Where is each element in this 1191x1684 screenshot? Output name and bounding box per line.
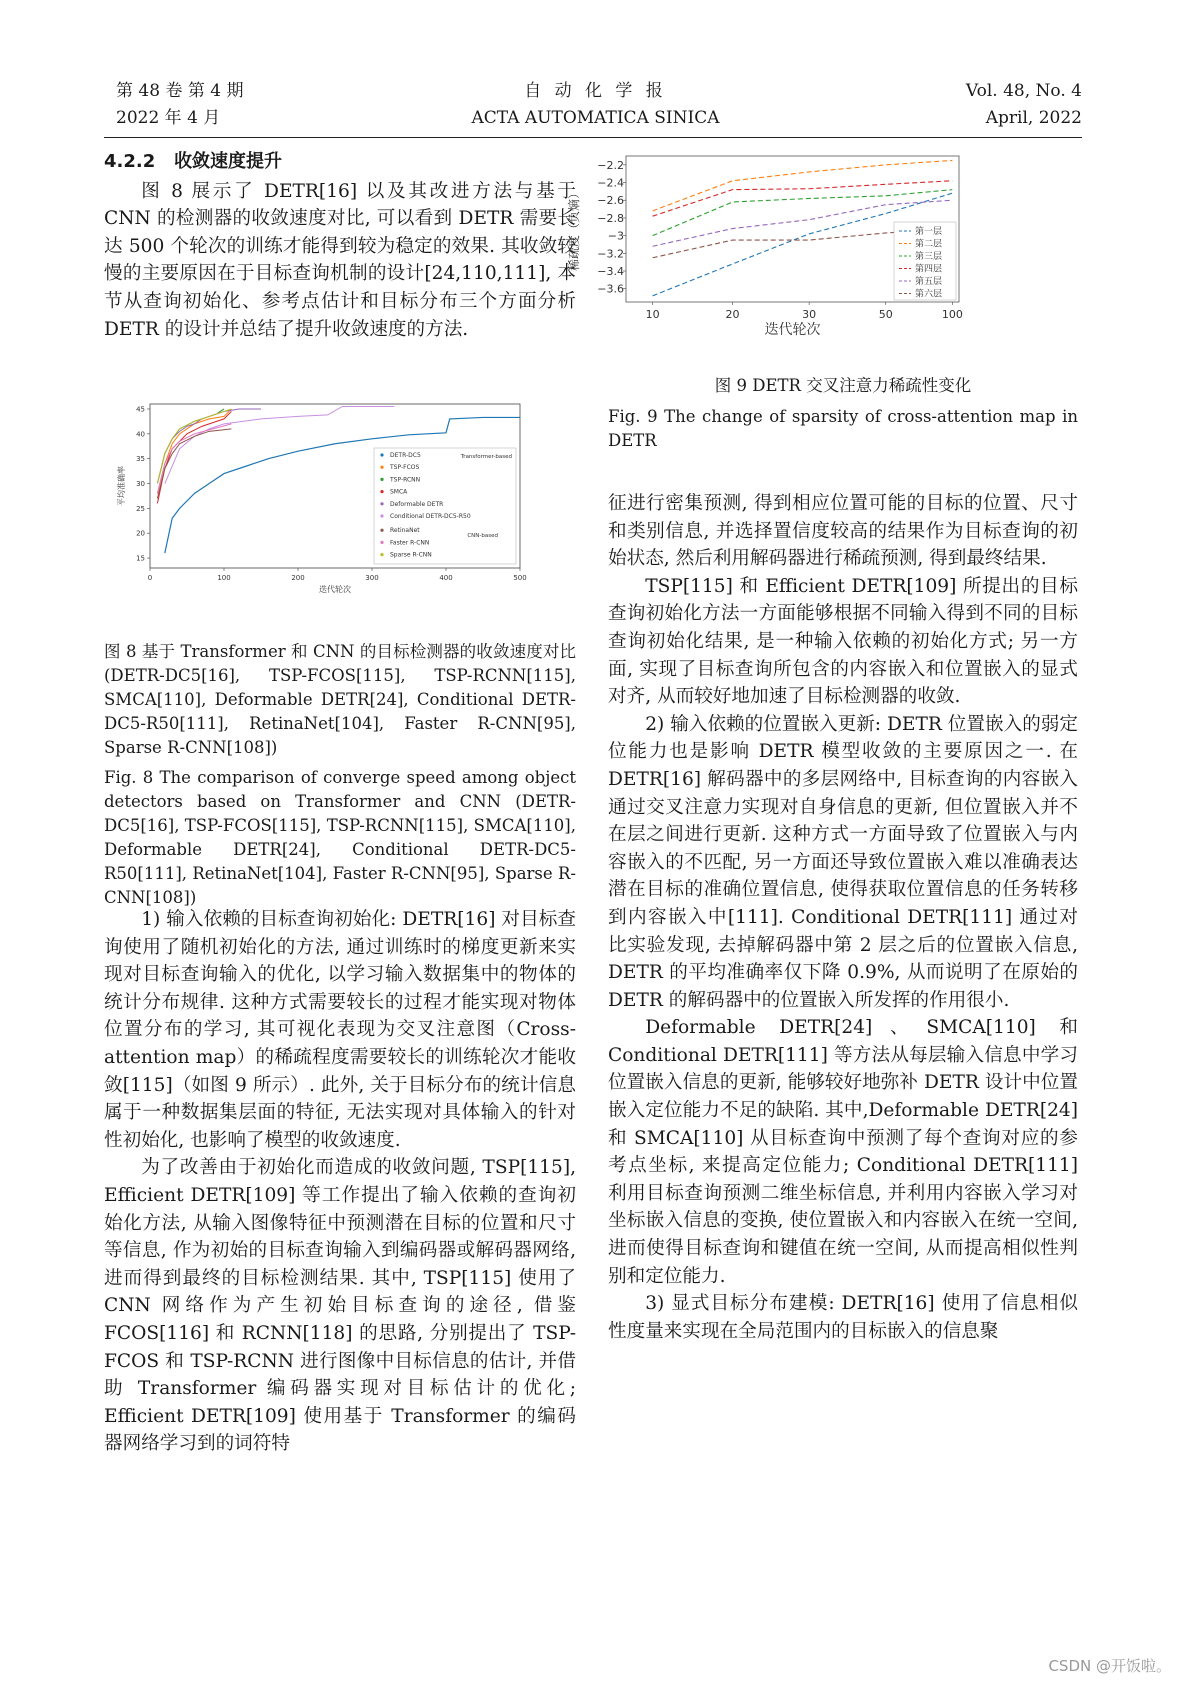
header-journal-cn: 自 动 化 学 报 <box>524 81 667 101</box>
figure-8-caption-en: Fig. 8 The comparison of converge speed among object detectors based on Transformer and CNN (DETR-DC5[16], TSP-FCOS[115], TSP-RCNN[115], SMCA[110], Deformable DETR[24], Conditional DETR-DC5-R50[111], RetinaNet[104], Faster R-CNN[95], Sparse R-CNN[108]) <box>104 768 576 907</box>
fig8-legend-marker-9 <box>380 553 383 556</box>
fig8-legend-marker-2 <box>380 466 383 469</box>
fig8-y-tick-label: 45 <box>136 405 145 414</box>
fig9-legend-label-3: 第三层 <box>915 252 943 262</box>
figure-8-caption-cn: 图 8 基于 Transformer 和 CNN 的目标检测器的收敛速度对比 (DETR-DC5[16], TSP-FCOS[115], TSP-RCNN[115], SMCA[110], Deformable DETR[24], Conditional DETR-DC5-R50[111], RetinaNet[104], Faster R-CNN[95], Sparse R-CNN[108]) <box>104 642 576 757</box>
fig8-y-tick-label: 20 <box>136 529 145 538</box>
header-date-cn: 2022 年 4 月 <box>116 108 221 128</box>
fig8-x-tick-label: 300 <box>365 574 379 582</box>
right-paragraph-1: 征进行密集预测, 得到相应位置可能的目标的位置、尺寸和类别信息, 并选择置信度较高的结果作为目标查询的初始状态, 然后利用解码器进行稀疏预测, 得到最终结果. <box>608 493 1078 570</box>
fig8-x-tick-label: 400 <box>439 574 453 582</box>
fig8-legend-marker-3 <box>380 478 383 481</box>
section-heading <box>104 148 576 176</box>
fig9-y-tick-label: −3.6 <box>597 282 624 296</box>
fig8-legend-label-3: TSP-RCNN <box>390 476 421 484</box>
fig9-x-tick-label: 100 <box>941 308 963 321</box>
fig8-legend-label-7: RetinaNet <box>390 527 420 535</box>
fig9-y-tick-label: −2.6 <box>597 194 624 208</box>
header-journal-en: ACTA AUTOMATICA SINICA <box>471 108 720 128</box>
fig8-legend-marker-6 <box>380 514 383 517</box>
fig8-legend-group-transformer: Transformer-based <box>460 454 512 460</box>
right-paragraph-5: 3) 显式目标分布建模: DETR[16] 使用了信息相似性度量来实现在全局范围内的目标嵌入的信息聚 <box>608 1293 1078 1342</box>
watermark: CSDN @开饭啦。 <box>1048 1657 1171 1675</box>
fig8-y-tick-label: 40 <box>136 430 145 439</box>
fig8-legend-group-cnn: CNN-based <box>467 533 498 539</box>
header-issue: 第 48 卷 第 4 期 <box>116 81 244 101</box>
figure-8-chart <box>112 398 562 638</box>
fig8-y-tick-label: 15 <box>136 554 145 563</box>
left-paragraph-2: 1) 输入依赖的目标查询初始化: DETR[16] 对目标查询使用了随机初始化的方法, 通过训练时的梯度更新来实现对目标查询输入的优化, 以学习输入数据集中的物体的统计分布规律. 这种方式需要较长的过程才能实现对物体位置分布的学习, 其可视化表现为交叉注意图（Cross-attention map）的稀疏程度需要较长的训练轮次才能收敛[115]（如图 9 所示）. 此外, 关于目标分布的统计信息属于一种数据集层面的特征, 无法实现对具体输入的针对性初始化, 也影响了模型的收敛速度. <box>104 909 576 1151</box>
fig9-legend-label-5: 第五层 <box>915 277 943 287</box>
fig8-y-tick-label: 30 <box>136 480 145 489</box>
figure-9-caption-en: Fig. 9 The change of sparsity of cross-attention map in DETR <box>608 407 1078 450</box>
fig8-legend-label-1: DETR-DC5 <box>390 452 421 459</box>
right-paragraph-2: TSP[115] 和 Efficient DETR[109] 所提出的目标查询初始化方法一方面能够根据不同输入得到不同的目标查询初始化结果, 是一种输入依赖的初始化方式; 另一方面, 实现了目标查询所包含的内容嵌入和位置嵌入的显式对齐, 从而较好地加速了目标检测器的收敛. <box>608 575 1078 708</box>
fig9-y-axis-label: 稀疏度（负熵） <box>567 186 581 272</box>
fig8-legend-label-9: Sparse R-CNN <box>390 551 432 559</box>
fig8-legend-marker-5 <box>380 502 383 505</box>
figure-9-chart <box>614 152 1044 374</box>
fig8-legend-label-8: Faster R-CNN <box>390 539 430 547</box>
fig8-x-tick-label: 0 <box>147 574 153 582</box>
fig9-legend-label-1: 第一层 <box>915 227 943 237</box>
fig9-y-tick-label: −3.2 <box>597 247 624 261</box>
fig9-y-tick-label: −2.2 <box>597 158 624 172</box>
figure-8 <box>112 398 562 638</box>
fig8-y-tick-label: 25 <box>136 504 145 513</box>
fig8-x-tick-label: 100 <box>217 574 231 582</box>
fig8-y-axis-label: 平均准确率 <box>117 466 126 506</box>
fig8-x-tick-label: 200 <box>291 574 305 582</box>
left-paragraph-3: 为了改善由于初始化而造成的收敛问题, TSP[115], Efficient DETR[109] 等工作提出了输入依赖的查询初始化方法, 从输入图像特征中预测潜在目标的位置和尺寸等信息, 作为初始的目标查询输入到编码器或解码器网络, 进而得到最终的目标检测结果. 其中, TSP[115] 使用了 CNN 网络作为产生初始目标查询的途径, 借鉴 FCOS[116] 和 RCNN[118] 的思路, 分别提出了 TSP-FCOS 和 TSP-RCNN 进行图像中目标信息的估计, 并借助 Transformer 编码器实现对目标估计的优化; Efficient DETR[109] 使用基于 Transformer 的编码器网络学习到的词符特 <box>104 1157 576 1455</box>
fig8-legend-label-2: TSP-FCOS <box>390 464 420 472</box>
fig8-legend-marker-7 <box>380 529 383 532</box>
fig8-x-tick-label: 500 <box>513 574 527 582</box>
left-column-top <box>104 148 576 343</box>
fig8-x-axis-label: 迭代轮次 <box>319 585 351 594</box>
fig8-legend-label-4: SMCA <box>390 488 408 496</box>
fig8-legend-marker-1 <box>380 453 383 456</box>
left-paragraph-1: 图 8 展示了 DETR[16] 以及其改进方法与基于 CNN 的检测器的收敛速度对比, 可以看到 DETR 需要长达 500 个轮次的训练才能得到较为稳定的效果. 其收敛较慢的主要原因在于目标查询机制的设计[24,110,111], 本节从查询初始化、参考点估计和目标分布三个方面分析 DETR 的设计并总结了提升收敛速度的方法. <box>104 180 576 340</box>
fig9-x-tick-label: 20 <box>725 308 740 321</box>
fig9-x-tick-label: 30 <box>802 308 817 321</box>
figure-9 <box>614 152 1044 374</box>
fig8-legend-label-5: Deformable DETR <box>390 500 444 508</box>
fig9-legend-label-2: 第二层 <box>915 239 943 250</box>
fig9-y-tick-label: −3.4 <box>597 265 624 279</box>
header-rule <box>104 137 1082 138</box>
fig8-legend-marker-4 <box>380 490 383 493</box>
right-paragraph-3: 2) 输入依赖的位置嵌入更新: DETR 位置嵌入的弱定位能力也是影响 DETR 模型收敛的主要原因之一. 在 DETR[16] 解码器中的多层网络中, 目标查询的内容嵌入通过交叉注意力实现对自身信息的更新, 但位置嵌入并不在层之间进行更新. 这种方式一方面导致了位置嵌入与内容嵌入的不匹配, 另一方面还导致位置嵌入难以准确表达潜在目标的准确位置信息, 使得获取位置信息的任务转移到内容嵌入中[111]. Conditional DETR[111] 通过对比实验发现, 去掉解码器中第 2 层之后的位置嵌入信息, DETR 的平均准确率仅下降 0.9%, 从而说明了在原始的 DETR 的解码器中的位置嵌入所发挥的作用很小. <box>608 713 1078 1011</box>
figure-9-y-axis-svg <box>566 152 626 374</box>
figure-9-caption-cn: 图 9 DETR 交叉注意力稀疏性变化 <box>714 376 972 395</box>
fig8-y-tick-label: 35 <box>136 455 145 464</box>
fig9-x-tick-label: 10 <box>645 308 660 321</box>
fig9-y-tick-label: −2.8 <box>597 211 624 225</box>
left-column-bottom <box>104 906 576 1458</box>
right-paragraph-4: Deformable DETR[24]、SMCA[110] 和 Conditional DETR[111] 等方法从每层输入信息中学习位置嵌入信息的更新, 能够较好地弥补 DETR 设计中位置嵌入定位能力不足的缺陷. 其中,Deformable DETR[24] 和 SMCA[110] 从目标查询中预测了每个查询对应的参考点坐标, 来提高定位能力; Conditional DETR[111] 利用目标查询预测二维坐标信息, 并利用内容嵌入学习对坐标嵌入信息的变换, 使位置嵌入和内容嵌入在统一空间, 进而使得目标查询和键值在统一空间, 从而提高相似性判别和定位能力. <box>608 1017 1078 1287</box>
fig9-legend-label-6: 第六层 <box>915 289 943 300</box>
figure-9-y-axis <box>566 152 626 374</box>
fig8-legend-label-6: Conditional DETR-DC5-R50 <box>390 513 471 520</box>
fig8-legend-marker-8 <box>380 541 383 544</box>
right-column <box>608 490 1078 1345</box>
section-title: 收敛速度提升 <box>174 151 283 172</box>
fig9-x-axis-label: 迭代轮次 <box>764 322 821 338</box>
header-volume: Vol. 48, No. 4 <box>965 81 1082 101</box>
fig9-x-tick-label: 50 <box>878 308 893 321</box>
fig9-y-tick-label: −3 <box>607 229 624 243</box>
fig9-y-tick-label: −2.4 <box>597 176 624 190</box>
section-number: 4.2.2 <box>104 151 156 172</box>
header-date-en: April, 2022 <box>985 108 1082 128</box>
fig9-legend-label-4: 第四层 <box>915 264 943 275</box>
